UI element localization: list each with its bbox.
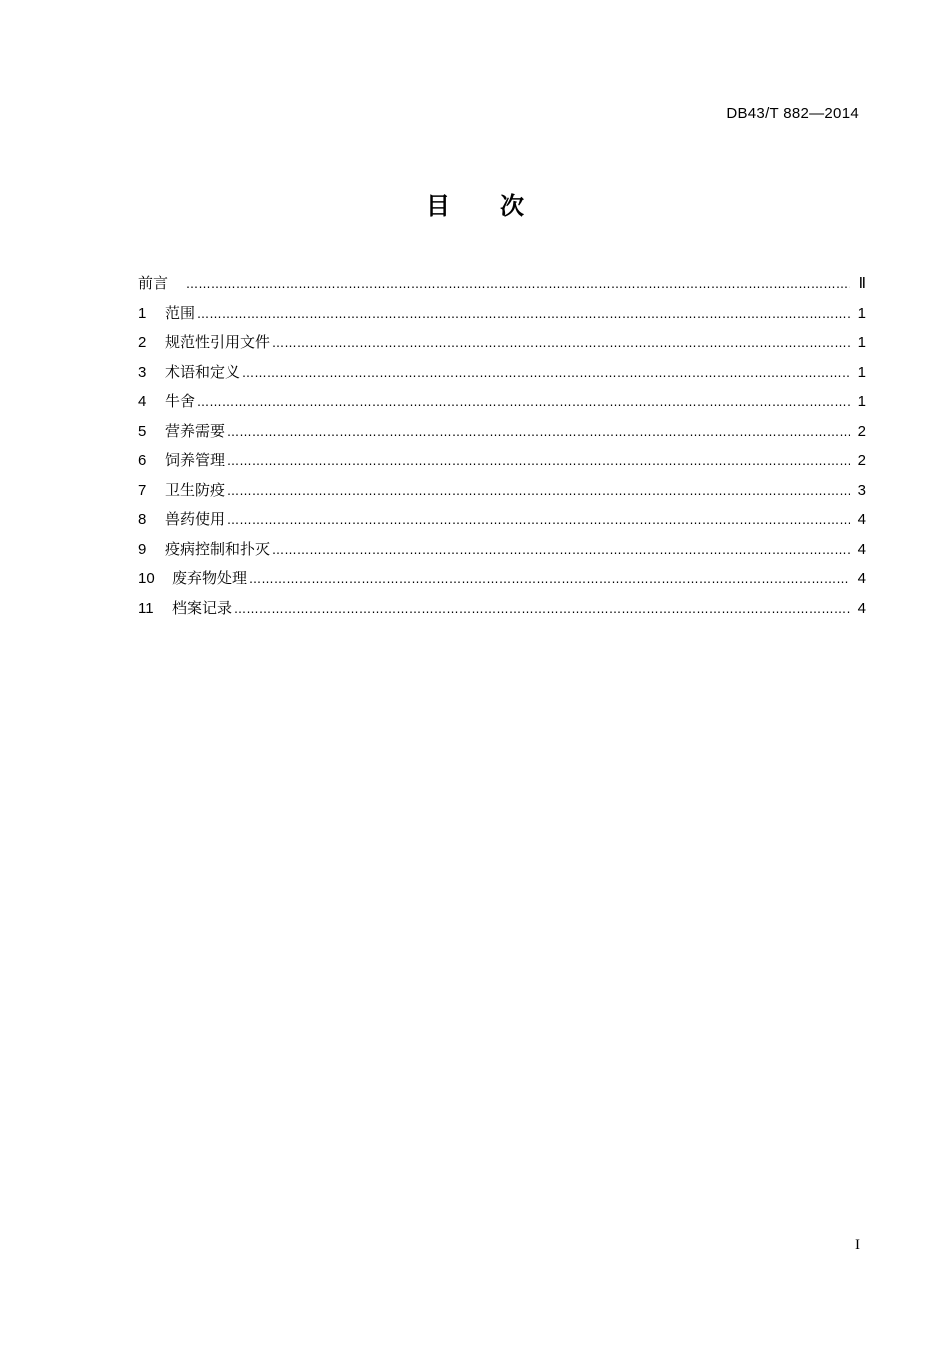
toc-entry[interactable] xyxy=(138,361,866,391)
toc-entry[interactable] xyxy=(138,302,866,332)
toc-entry-number: 7 xyxy=(138,481,147,499)
dot-leader xyxy=(227,425,850,439)
table-of-contents xyxy=(138,272,866,626)
document-code: DB43/T 882—2014 xyxy=(726,105,859,122)
toc-entry-page: 1 xyxy=(857,363,866,381)
toc-entry[interactable] xyxy=(138,390,866,420)
toc-entry-number: 9 xyxy=(138,540,147,558)
page-number: I xyxy=(855,1237,860,1253)
toc-entry[interactable] xyxy=(138,538,866,568)
toc-entry-page: 1 xyxy=(857,304,866,322)
toc-entry-number: 11 xyxy=(138,599,154,617)
toc-entry-number: 2 xyxy=(138,334,147,351)
toc-entry-page: 4 xyxy=(857,540,866,558)
toc-entry-page: 4 xyxy=(857,511,866,528)
toc-entry-label: 废弃物处理 xyxy=(172,569,248,587)
title-char-2: 次 xyxy=(500,192,524,220)
toc-entry-number: 3 xyxy=(138,363,147,381)
dot-leader xyxy=(197,307,850,321)
toc-entry[interactable] xyxy=(138,331,866,361)
toc-entry[interactable] xyxy=(138,508,866,538)
toc-entry[interactable] xyxy=(138,449,866,479)
toc-entry-page: 3 xyxy=(857,481,866,499)
dot-leader xyxy=(197,395,850,409)
dot-leader xyxy=(242,366,850,380)
toc-entry-label: 前言 xyxy=(138,274,169,292)
page-title xyxy=(0,186,950,221)
toc-entry-label: 规范性引用文件 xyxy=(165,333,271,351)
toc-entry-page: 4 xyxy=(857,570,866,587)
title-char-1: 目 xyxy=(426,192,450,220)
toc-entry-label: 档案记录 xyxy=(172,598,233,617)
dot-leader xyxy=(186,277,850,291)
toc-entry-page: 1 xyxy=(857,393,866,410)
toc-entry-label: 疫病控制和扑灭 xyxy=(165,539,271,558)
dot-leader xyxy=(272,543,850,557)
toc-entry-label: 范围 xyxy=(165,303,196,322)
toc-entry-page: 4 xyxy=(857,599,866,617)
toc-entry-label: 术语和定义 xyxy=(165,362,241,381)
toc-entry-label: 饲养管理 xyxy=(165,451,226,469)
toc-entry-number: 8 xyxy=(138,511,147,528)
dot-leader xyxy=(234,602,850,616)
toc-entry-label: 兽药使用 xyxy=(165,510,226,528)
toc-entry-number: 10 xyxy=(138,570,155,587)
dot-leader xyxy=(227,513,850,527)
toc-entry-label: 卫生防疫 xyxy=(165,480,226,499)
toc-entry-number: 4 xyxy=(138,393,147,410)
toc-entry[interactable] xyxy=(138,479,866,509)
toc-entry-page: 2 xyxy=(857,452,866,469)
toc-entry-number: 6 xyxy=(138,452,147,469)
toc-entry-number: 5 xyxy=(138,422,147,440)
toc-entry-page: 1 xyxy=(857,334,866,351)
toc-entry[interactable] xyxy=(138,597,866,627)
dot-leader xyxy=(227,454,850,468)
toc-entry-number: 1 xyxy=(138,304,147,322)
toc-entry-page: 2 xyxy=(857,422,866,440)
dot-leader xyxy=(227,484,850,498)
toc-entry[interactable] xyxy=(138,420,866,450)
dot-leader xyxy=(249,572,850,586)
toc-entry-page: Ⅱ xyxy=(858,275,866,292)
toc-entry-label: 牛舍 xyxy=(165,392,196,410)
toc-entry[interactable] xyxy=(138,272,866,302)
dot-leader xyxy=(272,336,850,350)
toc-entry[interactable] xyxy=(138,567,866,597)
toc-entry-label: 营养需要 xyxy=(165,421,226,440)
